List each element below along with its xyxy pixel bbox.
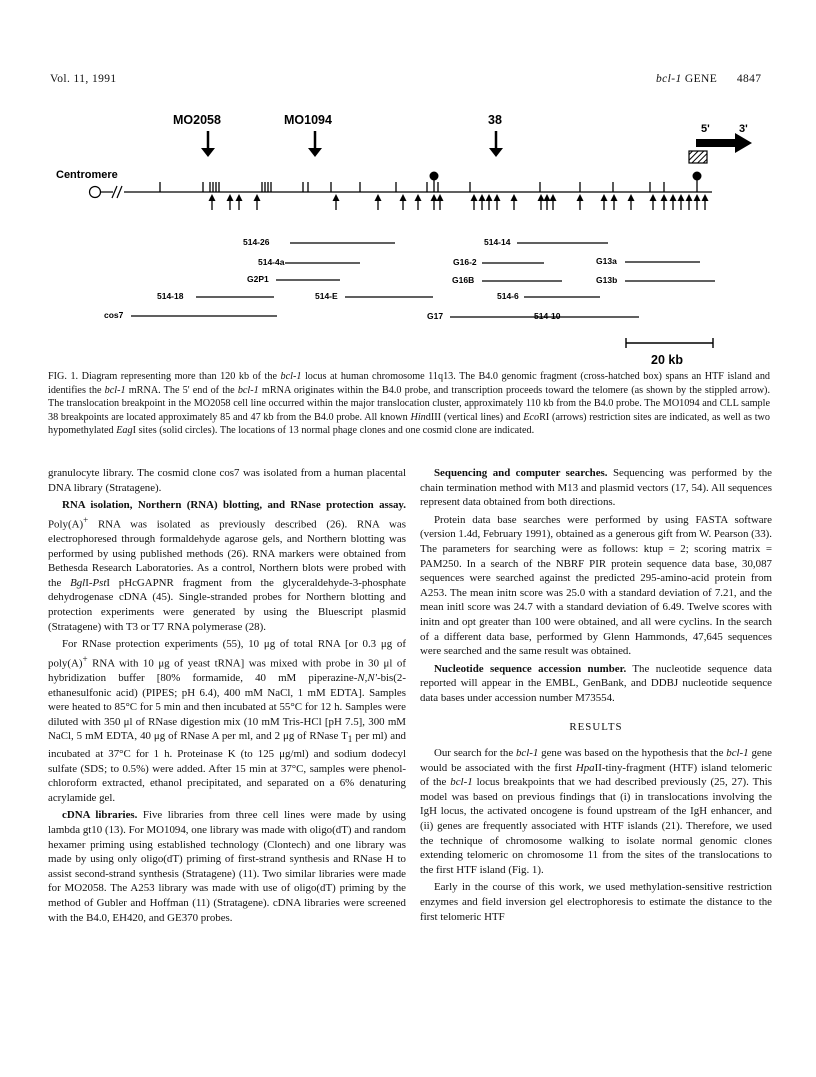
scale-bar-label: 20 kb — [651, 353, 683, 367]
breakpoint-label-mo1094: MO1094 — [284, 113, 332, 127]
paragraph-results-2: Early in the course of this work, we used methylation-sensitive restriction enzymes and field inversion gel electrophoresis to estimate the distance to the first telomeric HTF — [420, 881, 772, 923]
clone-label: G17 — [427, 311, 444, 321]
ecori-arrowhead — [254, 194, 261, 201]
results-heading: RESULTS — [569, 720, 623, 733]
eagi-site — [430, 172, 439, 181]
paragraph-protein-search: Protein data base searches were performed by using FASTA software (version 1.4d, February 1991), obtained as a generous gift from W. Pearson (33). The parameters for searching were as follows: ktup = 2; scoring matrix = PAM250. In a search of the NBRF PIR protein sequence data base, 30,087 sequences were searched against the predicted 295-amino-acid protein from A253. The mean initn score was 25.0 with a standard deviation of 7.21, and the mean initl score was 24.7 with a standard deviation of 6.49. Twelve scores with initn and opt greater than 100 were obtained, and all were cyclins. In the search of a different data base, performed by Glenn Hammonds, 47,645 sequences were searched and the same result was obtained. — [420, 513, 772, 658]
left-column — [48, 466, 406, 928]
ecori-arrowhead — [577, 194, 584, 201]
paragraph-rnase-protection: For RNase protection experiments (55), 10 μg of total RNA [or 0.3 μg of poly(A)+ RNA with 10 μg of yeast tRNA] was mixed with probe in 30 μl of hybridization buffer [80% formamide, 40 mM piperazine-N,N'-bis(2-ethanesulfonic acid) (PIPES; pH 6.4), 400 mM NaCl, 1 mM EDTA]. Samples were heated to 85°C for 5 min and then incubated at 55°C for 12 h. Samples were diluted with 350 μl of RNase digestion mix (10 mM Tris-HCl [pH 7.5], 300 mM NaCl, 5 mM EDTA, 40 μg of RNase A per ml, and 2 μg of RNase $T_1$ per ml) and incubated at 37°C for 1 h. Proteinase K (to 125 μg/ml) and sodium dodecyl sulfate (SDS; to 0.5%) were added. After 15 min at 37°C, samples were phenol-chloroform extracted, ethanol precipitated, and separated on a 6% denaturing acrylamide gel. — [48, 638, 407, 804]
ecori-arrowhead — [227, 194, 234, 201]
clone-label: 514-4a — [258, 257, 285, 267]
eagi-site — [693, 172, 702, 181]
clone-label: 514-14 — [484, 237, 511, 247]
figure-caption: FIG. 1. Diagram representing more than 120 kb of the bcl-1 locus at human chromosome 11q13. The B4.0 genomic fragment (cross-hatched box) spans an HTF island and identifies the bcl-1 mRNA. The 5' end of the bcl-1 mRNA originates within the B4.0 probe, and transcription proceeds toward the telomere (as shown by the stippled arrow). The translocation breakpoint in the MO2058 cell line occurred within the major translocation cluster, approximately 110 kb from the B4.0 probe. The MO1094 and CLL sample 38 breakpoints are located approximately 85 and 47 kb from the B4.0 probe. All known HindIII (vertical lines) and EcoRI (arrows) restriction sites are indicated, as well as two hypomethylated EagI sites (solid circles). The locations of 13 normal phage clones and one cosmid clone are indicated. — [48, 371, 771, 437]
ecori-arrowhead — [333, 194, 340, 201]
ecori-arrowhead — [611, 194, 618, 201]
breakpoint-arrowhead-38 — [489, 148, 503, 157]
ecori-arrowhead — [236, 194, 243, 201]
clone-label: 514-10 — [534, 311, 561, 321]
ecori-arrowhead — [437, 194, 444, 201]
ecori-sites — [209, 194, 709, 210]
clone-label: 514-E — [315, 291, 338, 301]
ecori-arrowhead — [650, 194, 657, 201]
ecori-arrowhead — [494, 194, 501, 201]
figure-1-locus-map — [0, 0, 816, 370]
ecori-arrowhead — [375, 194, 382, 201]
clone-label: G2P1 — [247, 274, 269, 284]
breakpoint-arrowhead-mo2058 — [201, 148, 215, 157]
paragraph-accession: Nucleotide sequence accession number. The nucleotide sequence data reported will appear in the EMBL, GenBank, and DDBJ nucleotide sequence data bases under accession number M73554. — [420, 662, 772, 704]
breakpoint-label-38: 38 — [488, 113, 502, 127]
clone-label: 514-18 — [157, 291, 184, 301]
breakpoint-label-mo2058: MO2058 — [173, 113, 221, 127]
ecori-arrowhead — [670, 194, 677, 201]
header-gene-name: bcl-1 — [656, 73, 682, 85]
paragraph-sequencing: Sequencing and computer searches. Sequencing was performed by the chain termination method with M13 and plasmid vectors (17, 54). All sequences represent data obtained from both directions. — [420, 467, 772, 509]
breakpoint-arrowhead-mo1094 — [308, 148, 322, 157]
section-heading-sequencing: Sequencing and computer searches. — [434, 467, 608, 479]
right-column — [420, 466, 772, 927]
page-number: 4847 — [736, 73, 762, 85]
ecori-arrowhead — [431, 194, 438, 201]
clone-label: G13a — [596, 256, 617, 266]
clone-label: G16-2 — [453, 257, 477, 267]
section-heading-cdna: cDNA libraries. — [62, 809, 138, 822]
ecori-arrowhead — [550, 194, 557, 201]
ecori-arrowhead — [694, 194, 701, 201]
ecori-arrowhead — [601, 194, 608, 201]
clone-label: cos7 — [104, 310, 124, 320]
ecori-arrowhead — [400, 194, 407, 201]
paragraph-cosmid: granulocyte library. The cosmid clone cos7 was isolated from a human placental DNA library (Stratagene). — [48, 467, 406, 494]
section-heading-accession: Nucleotide sequence accession number. — [434, 662, 627, 675]
clone-label: 514-6 — [497, 291, 519, 301]
ecori-arrowhead — [661, 194, 668, 201]
ecori-arrowhead — [686, 194, 693, 201]
centromere-label: Centromere — [56, 169, 118, 181]
ecori-arrowhead — [538, 194, 545, 201]
five-prime-label: 5' — [701, 123, 710, 135]
paragraph-results-1: Our search for the bcl-1 gene was based on the hypothesis that the bcl-1 gene would be associated with the first HpaII-tiny-fragment (HTF) island telomeric of the bcl-1 locus breakpoints that we had described previously (25, 27). This model was based on previous findings that (i) in translocations involving the IgH locus, the activated oncogene is found upstream of the IgH enhancer, and (ii) genes are frequently associated with HTF islands (21). Therefore, we used the technique of chromosome walking to isolate normal genomic clones extending telomeric on chromosome 11 from the sites of the translocations to the first HTF island (Fig. 1). — [420, 747, 772, 876]
clone-label: G13b — [596, 275, 618, 285]
ecori-arrowhead — [511, 194, 518, 201]
clone-label: 514-26 — [243, 237, 270, 247]
ecori-arrowhead — [702, 194, 709, 201]
header-gene-suffix: GENE — [681, 73, 718, 85]
running-header-volume: Vol. 11, 1991 — [50, 73, 117, 85]
centromere-circle — [90, 187, 101, 198]
ecori-arrowhead — [415, 194, 422, 201]
paragraph-rna-isolation: RNA isolation, Northern (RNA) blotting, and RNase protection assay. Poly(A)+ RNA was isolated as previously described (26). RNA was electrophoresed through formaldehyde agarose gels, and Northern blotting was performed by using published methods (26). RNA markers were obtained from Bethesda Research Laboratories. As a control, Northern blots were probed with the BglI-PstI pHcGAPNR fragment from the glyceraldehyde-3-phosphate dehydrogenase cDNA (45). Single-stranded probes for Northern blotting and protection experiments were generated by using the Bluescript plasmid (Stratagene) with T3 or T7 RNA polymerase (28). — [48, 499, 406, 633]
ecori-arrowhead — [544, 194, 551, 201]
ecori-arrowhead — [486, 194, 493, 201]
b40-probe-box — [689, 151, 707, 163]
section-heading-rna: RNA isolation, Northern (RNA) blotting, and RNase protection assay. — [62, 499, 406, 512]
ecori-arrowhead — [471, 194, 478, 201]
clone-label: G16B — [452, 275, 475, 285]
ecori-arrowhead — [678, 194, 685, 201]
ecori-arrowhead — [628, 194, 635, 201]
ecori-arrowhead — [479, 194, 486, 201]
transcription-direction-arrow — [696, 133, 752, 153]
break-mark-2 — [117, 186, 122, 198]
three-prime-label: 3' — [739, 123, 748, 135]
paragraph-cdna-libraries: cDNA libraries. Five libraries from three cell lines were made by using lambda gt10 (13). For MO1094, one library was made with oligo(dT) and random hexamer priming using established technology (Clontech) and one library was made by using only oligo(dT) priming of first-strand synthesis and RNase H to assist second-strand synthesis (Stratagene) (11). Two similar libraries were made for MO2058. The A253 library was made with use of oligo(dT) priming by the method of Gubler and Hoffman (11) (Stratagene). cDNA libraries were screened with the B4.0, EH420, and GE370 probes. — [48, 809, 407, 924]
ecori-arrowhead — [209, 194, 216, 201]
hindiii-sites — [160, 182, 664, 192]
